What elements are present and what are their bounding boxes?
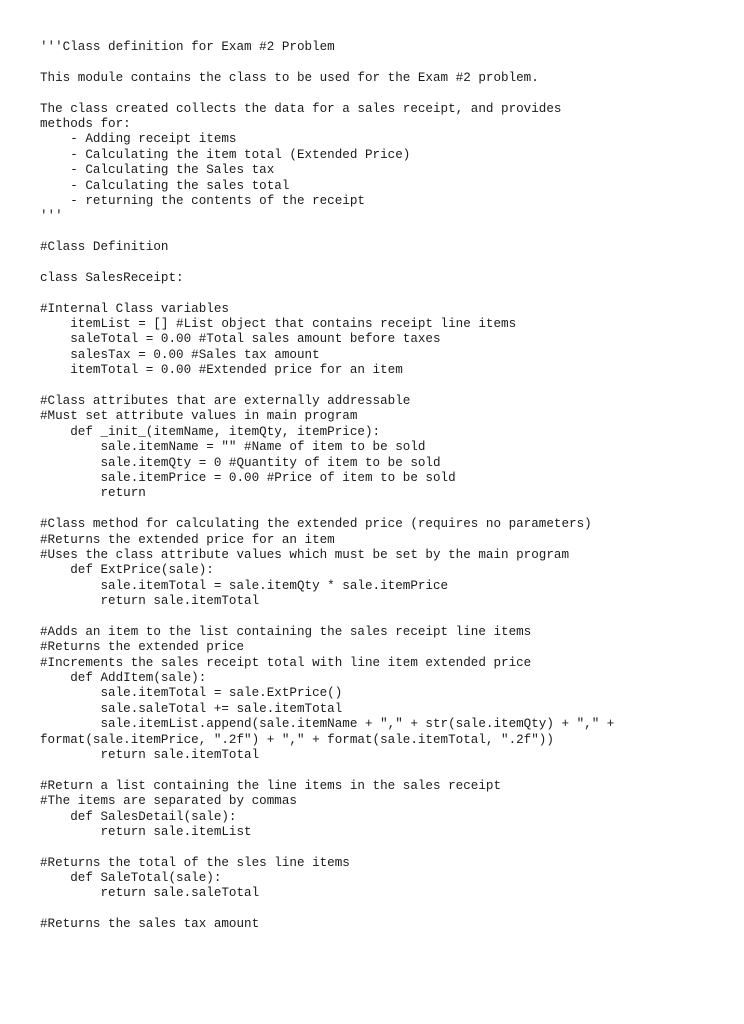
- code-line: #The items are separated by commas: [40, 794, 297, 809]
- code-line: methods for:: [40, 116, 131, 131]
- code-line: class SalesReceipt:: [40, 270, 184, 285]
- code-line: - Calculating the sales total: [40, 178, 290, 193]
- code-line: return: [40, 486, 146, 501]
- code-line: format(sale.itemPrice, ".2f") + "," + format(sale.itemTotal, ".2f")): [40, 732, 554, 747]
- code-line: salesTax = 0.00 #Sales tax amount: [40, 347, 320, 362]
- code-line: #Return a list containing the line items in the sales receipt: [40, 778, 502, 793]
- code-line: def _init_(itemName, itemQty, itemPrice):: [40, 424, 381, 439]
- code-line: - Calculating the item total (Extended Price): [40, 147, 411, 162]
- code-line: #Class attributes that are externally addressable: [40, 393, 411, 408]
- code-line: [40, 763, 744, 778]
- code-line: [40, 902, 744, 917]
- code-line: #Must set attribute values in main program: [40, 409, 358, 424]
- code-line: #Class method for calculating the extended price (requires no parameters): [40, 517, 592, 532]
- code-line: sale.itemPrice = 0.00 #Price of item to be sold: [40, 470, 456, 485]
- code-line: #Increments the sales receipt total with line item extended price: [40, 655, 532, 670]
- code-line: [40, 55, 744, 70]
- code-line: itemTotal = 0.00 #Extended price for an item: [40, 363, 403, 378]
- code-line: [40, 502, 744, 517]
- code-line: #Returns the extended price: [40, 640, 245, 655]
- code-line: sale.itemName = "" #Name of item to be sold: [40, 440, 426, 455]
- code-line: '''Class definition for Exam #2 Problem: [40, 40, 335, 54]
- code-line: - returning the contents of the receipt: [40, 193, 365, 208]
- code-line: def ExtPrice(sale):: [40, 563, 214, 578]
- code-line: [40, 255, 744, 270]
- code-line: #Internal Class variables: [40, 301, 229, 316]
- code-line: return sale.saleTotal: [40, 886, 260, 901]
- code-line: sale.itemTotal = sale.ExtPrice(): [40, 686, 343, 701]
- code-line: ''': [40, 209, 63, 224]
- code-line: sale.saleTotal += sale.itemTotal: [40, 701, 343, 716]
- code-line: itemList = [] #List object that contains receipt line items: [40, 317, 517, 332]
- code-line: [40, 379, 744, 394]
- code-line: #Class Definition: [40, 240, 169, 255]
- code-line: #Uses the class attribute values which must be set by the main program: [40, 547, 570, 562]
- code-line: sale.itemTotal = sale.itemQty * sale.itemPrice: [40, 578, 449, 593]
- code-line: #Returns the sales tax amount: [40, 917, 260, 932]
- code-line: - Calculating the Sales tax: [40, 163, 275, 178]
- code-line: sale.itemQty = 0 #Quantity of item to be sold: [40, 455, 441, 470]
- code-line: This module contains the class to be used for the Exam #2 problem.: [40, 70, 539, 85]
- code-line: def AddItem(sale):: [40, 671, 207, 686]
- code-line: [40, 609, 744, 624]
- code-line: [40, 840, 744, 855]
- code-line: return sale.itemTotal: [40, 747, 260, 762]
- code-line: saleTotal = 0.00 #Total sales amount before taxes: [40, 332, 441, 347]
- code-line: [40, 86, 744, 101]
- code-line: sale.itemList.append(sale.itemName + "," + str(sale.itemQty) + "," +: [40, 717, 615, 732]
- code-line: #Returns the extended price for an item: [40, 532, 335, 547]
- code-document: [40, 40, 744, 933]
- code-line: [40, 286, 744, 301]
- code-line: def SalesDetail(sale):: [40, 809, 237, 824]
- code-line: #Adds an item to the list containing the sales receipt line items: [40, 624, 532, 639]
- code-line: The class created collects the data for a sales receipt, and provides: [40, 101, 562, 116]
- code-line: #Returns the total of the sles line items: [40, 855, 350, 870]
- code-line: def SaleTotal(sale):: [40, 871, 222, 886]
- code-line: - Adding receipt items: [40, 132, 237, 147]
- code-line: return sale.itemList: [40, 824, 252, 839]
- code-line: return sale.itemTotal: [40, 594, 260, 609]
- code-line: [40, 225, 744, 240]
